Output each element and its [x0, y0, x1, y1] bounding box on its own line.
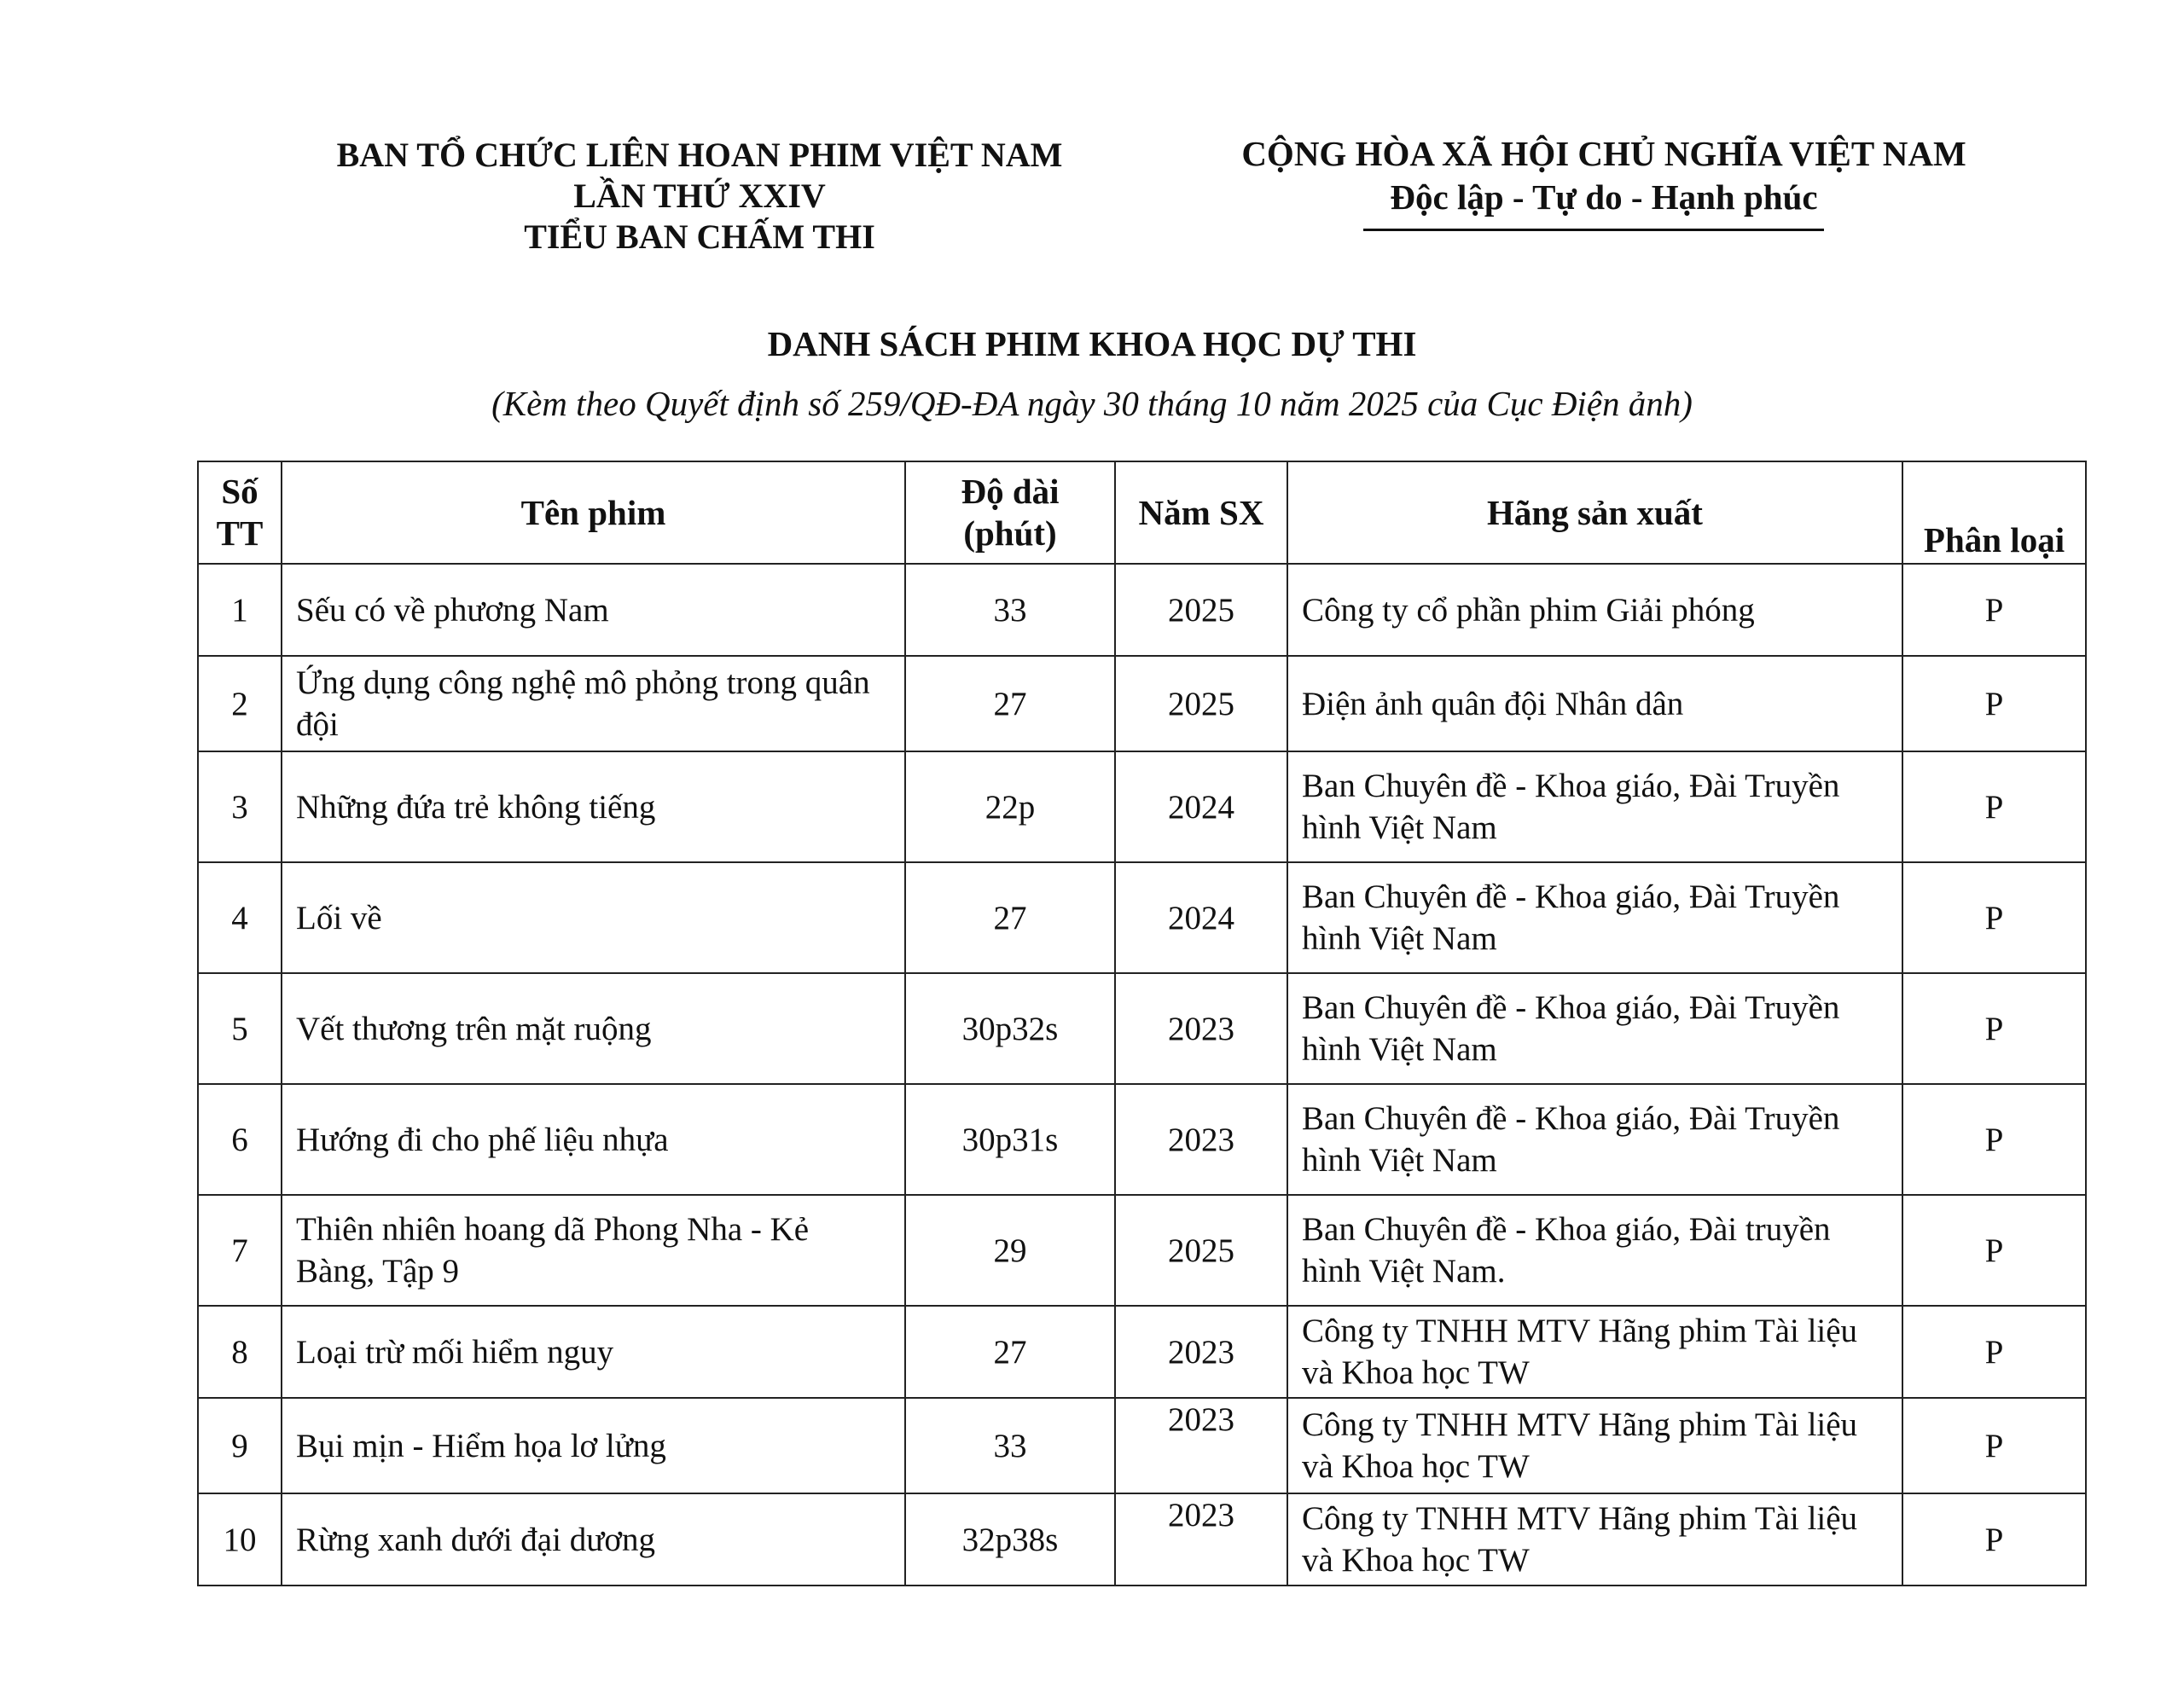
row-no: 1 [198, 564, 282, 656]
film-name: Hướng đi cho phế liệu nhựa [282, 1084, 905, 1195]
table-row [198, 564, 2086, 656]
classification: P [1902, 862, 2086, 973]
producer: Ban Chuyên đề - Khoa giáo, Đài Truyền hình Việt Nam [1287, 973, 1902, 1084]
row-no: 10 [198, 1493, 282, 1586]
row-no: 4 [198, 862, 282, 973]
production-year: 2023 [1115, 1084, 1287, 1195]
film-length: 27 [905, 1306, 1115, 1398]
document-title: DANH SÁCH PHIM KHOA HỌC DỰ THI [767, 324, 1417, 363]
table-header-row [198, 461, 2086, 564]
film-name: Thiên nhiên hoang dã Phong Nha - Kẻ Bàng, Tập 9 [282, 1195, 905, 1306]
production-year: 2023 [1115, 1306, 1287, 1398]
film-name: Những đứa trẻ không tiếng [282, 751, 905, 862]
film-name: Ứng dụng công nghệ mô phỏng trong quân đội [282, 656, 905, 751]
production-year: 2025 [1115, 564, 1287, 656]
film-name: Sếu có về phương Nam [282, 564, 905, 656]
document-subtitle: (Kèm theo Quyết định số 259/QĐ-ĐA ngày 30 tháng 10 năm 2025 của Cục Điện ảnh) [491, 384, 1693, 423]
film-length: 32p38s [905, 1493, 1115, 1586]
table-row [198, 973, 2086, 1084]
producer: Ban Chuyên đề - Khoa giáo, Đài truyền hình Việt Nam. [1287, 1195, 1902, 1306]
classification: P [1902, 1398, 2086, 1493]
table-row [198, 1195, 2086, 1306]
classification: P [1902, 1306, 2086, 1398]
row-no: 5 [198, 973, 282, 1084]
row-no: 3 [198, 751, 282, 862]
table-row [198, 1084, 2086, 1195]
film-length: 27 [905, 656, 1115, 751]
header-length: Độ dài (phút) [905, 461, 1115, 564]
producer: Công ty TNHH MTV Hãng phim Tài liệu và Khoa học TW [1287, 1493, 1902, 1586]
film-name: Rừng xanh dưới đại dương [282, 1493, 905, 1586]
producer: Ban Chuyên đề - Khoa giáo, Đài Truyền hình Việt Nam [1287, 751, 1902, 862]
film-name: Lối về [282, 862, 905, 973]
header-no: Số TT [198, 461, 282, 564]
row-no: 7 [198, 1195, 282, 1306]
motto-underline [1363, 229, 1824, 231]
header-producer: Hãng sản xuất [1287, 461, 1902, 564]
producer: Ban Chuyên đề - Khoa giáo, Đài Truyền hình Việt Nam [1287, 862, 1902, 973]
org-line-2: LẦN THỨ XXIV [573, 177, 826, 215]
row-no: 9 [198, 1398, 282, 1493]
header-name: Tên phim [282, 461, 905, 564]
film-length: 30p32s [905, 973, 1115, 1084]
film-name: Loại trừ mối hiểm nguy [282, 1306, 905, 1398]
table-row [198, 1306, 2086, 1398]
production-year: 2024 [1115, 751, 1287, 862]
row-no: 2 [198, 656, 282, 751]
classification: P [1902, 1195, 2086, 1306]
production-year: 2023 [1115, 1398, 1287, 1493]
production-year: 2023 [1115, 973, 1287, 1084]
producer: Công ty TNHH MTV Hãng phim Tài liệu và Khoa học TW [1287, 1306, 1902, 1398]
header-classification: Phân loại [1902, 461, 2086, 564]
org-line-1: BAN TỔ CHỨC LIÊN HOAN PHIM VIỆT NAM [336, 136, 1063, 174]
issuing-organization [299, 135, 1101, 258]
film-length: 30p31s [905, 1084, 1115, 1195]
film-length: 33 [905, 564, 1115, 656]
producer: Công ty TNHH MTV Hãng phim Tài liệu và Khoa học TW [1287, 1398, 1902, 1493]
classification: P [1902, 1084, 2086, 1195]
national-motto: Độc lập - Tự do - Hạnh phúc [1390, 177, 1818, 217]
film-length: 33 [905, 1398, 1115, 1493]
production-year: 2024 [1115, 862, 1287, 973]
row-no: 6 [198, 1084, 282, 1195]
classification: P [1902, 564, 2086, 656]
film-list-table [197, 461, 2087, 1586]
producer: Điện ảnh quân đội Nhân dân [1287, 656, 1902, 751]
production-year: 2025 [1115, 1195, 1287, 1306]
table-row [198, 1398, 2086, 1493]
producer: Ban Chuyên đề - Khoa giáo, Đài Truyền hình Việt Nam [1287, 1084, 1902, 1195]
production-year: 2023 [1115, 1493, 1287, 1586]
table-row [198, 751, 2086, 862]
producer: Công ty cổ phần phim Giải phóng [1287, 564, 1902, 656]
classification: P [1902, 1493, 2086, 1586]
film-length: 29 [905, 1195, 1115, 1306]
org-line-3: TIỂU BAN CHẤM THI [524, 217, 875, 256]
table-row [198, 862, 2086, 973]
state-title: CỘNG HÒA XÃ HỘI CHỦ NGHĨA VIỆT NAM [1241, 134, 1966, 173]
film-length: 27 [905, 862, 1115, 973]
table-row [198, 1493, 2086, 1586]
national-heading [1211, 132, 1996, 219]
film-name: Vết thương trên mặt ruộng [282, 973, 905, 1084]
classification: P [1902, 751, 2086, 862]
classification: P [1902, 656, 2086, 751]
row-no: 8 [198, 1306, 282, 1398]
classification: P [1902, 973, 2086, 1084]
film-name: Bụi mịn - Hiểm họa lơ lửng [282, 1398, 905, 1493]
production-year: 2025 [1115, 656, 1287, 751]
film-length: 22p [905, 751, 1115, 862]
header-year: Năm SX [1115, 461, 1287, 564]
table-row [198, 656, 2086, 751]
